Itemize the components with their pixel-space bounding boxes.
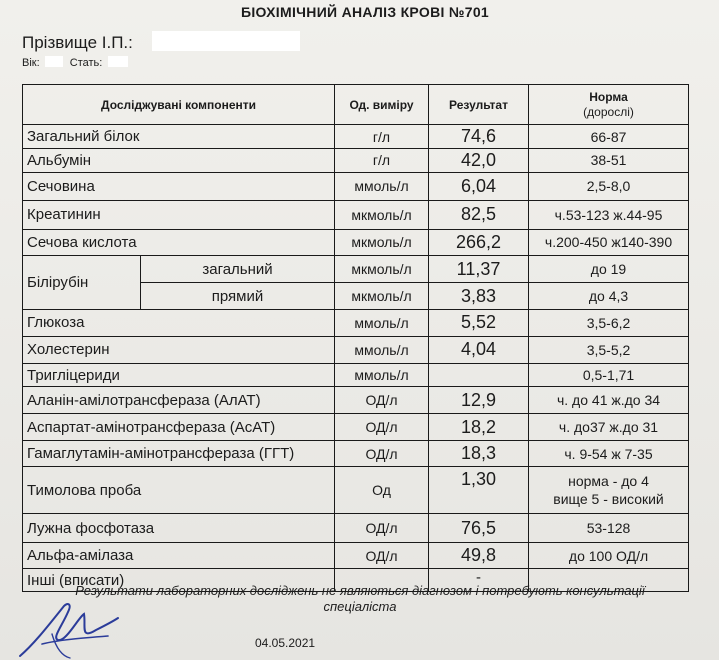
row-norm: 38-51 [529, 149, 689, 173]
row-unit: ОД/л [335, 441, 429, 467]
table-row [23, 543, 689, 569]
row-result: 49,8 [429, 543, 529, 569]
row-result: 5,52 [429, 310, 529, 337]
thymol-norm-line1: норма - до 4 [568, 473, 649, 490]
bilirubin-name: Білірубін [23, 256, 141, 310]
table-row [23, 229, 689, 256]
row-unit: ОД/л [335, 414, 429, 441]
row-name: Сечова кислота [23, 229, 335, 256]
thymol-norm [529, 466, 689, 513]
redacted-sex [108, 56, 128, 67]
row-norm: 66-87 [529, 125, 689, 149]
row-norm: ч.53-123 ж.44-95 [529, 200, 689, 229]
row-norm: до 4,3 [529, 283, 689, 310]
row-name: Тригліцериди [23, 363, 335, 387]
header-unit: Од. виміру [335, 85, 429, 125]
row-unit: ммоль/л [335, 363, 429, 387]
row-norm: ч. 9-54 ж 7-35 [529, 441, 689, 467]
row-norm: ч. до 41 ж.до 34 [529, 387, 689, 414]
row-unit: мкмоль/л [335, 283, 429, 310]
row-name: Аспартат-амінотрансфераза (АсАТ) [23, 414, 335, 441]
table-row [23, 466, 689, 513]
age-sex-line [22, 56, 128, 69]
row-unit: ммоль/л [335, 310, 429, 337]
row-result: 18,2 [429, 414, 529, 441]
signature-image [12, 596, 122, 660]
row-result: 3,83 [429, 283, 529, 310]
table-row [23, 414, 689, 441]
row-result: 11,37 [429, 256, 529, 283]
row-name: Інші (вписати) [23, 569, 335, 592]
table-row [23, 256, 689, 283]
row-norm: 2,5-8,0 [529, 172, 689, 200]
row-unit: ОД/л [335, 514, 429, 543]
row-unit: г/л [335, 125, 429, 149]
row-unit: г/л [335, 149, 429, 173]
row-unit: мкмоль/л [335, 200, 429, 229]
row-name: Альбумін [23, 149, 335, 173]
row-unit: ммоль/л [335, 172, 429, 200]
row-unit: ОД/л [335, 543, 429, 569]
table-row [23, 125, 689, 149]
table-row [23, 336, 689, 363]
thymol-norm-line2: вище 5 - високий [553, 491, 664, 508]
row-name: Гамаглутамін-амінотрансфераза (ГГТ) [23, 441, 335, 467]
header-component: Досліджувані компоненти [23, 85, 335, 125]
header-norm-line2: (дорослі) [583, 104, 634, 119]
row-result: - [429, 569, 529, 592]
row-result: 18,3 [429, 441, 529, 467]
header-norm-line1: Норма [589, 90, 628, 105]
table-row [23, 387, 689, 414]
row-name: Лужна фосфотаза [23, 514, 335, 543]
results-table [22, 84, 689, 592]
row-unit: мкмоль/л [335, 256, 429, 283]
row-name: Аланін-амілотрансфераза (АлАТ) [23, 387, 335, 414]
header-norm [529, 85, 689, 125]
row-norm: 53-128 [529, 514, 689, 543]
row-name: Альфа-амілаза [23, 543, 335, 569]
row-name: Сечовина [23, 172, 335, 200]
row-unit: мкмоль/л [335, 229, 429, 256]
row-name: Загальний білок [23, 125, 335, 149]
row-result: 74,6 [429, 125, 529, 149]
row-norm: ч. до37 ж.до 31 [529, 414, 689, 441]
row-result: 42,0 [429, 149, 529, 173]
row-norm: 0,5-1,71 [529, 363, 689, 387]
thymol-result: 1,30 [429, 466, 529, 513]
row-unit: ммоль/л [335, 336, 429, 363]
row-name: Глюкоза [23, 310, 335, 337]
table-row [23, 363, 689, 387]
row-norm: до 100 ОД/л [529, 543, 689, 569]
row-result: 4,04 [429, 336, 529, 363]
row-norm: 3,5-5,2 [529, 336, 689, 363]
redacted-age [45, 56, 63, 67]
row-result: 6,04 [429, 172, 529, 200]
row-unit: ОД/л [335, 387, 429, 414]
disclaimer [22, 583, 698, 615]
disclaimer-line1: Результати лабораторних досліджень не являються діагнозом і потребують консультації [75, 583, 645, 598]
row-result [429, 363, 529, 387]
redacted-name [152, 31, 300, 51]
row-name: Холестерин [23, 336, 335, 363]
table-row [23, 200, 689, 229]
row-result: 12,9 [429, 387, 529, 414]
table-row [23, 172, 689, 200]
age-label: Вік: [22, 57, 40, 69]
row-result: 82,5 [429, 200, 529, 229]
row-norm: 3,5-6,2 [529, 310, 689, 337]
header-result: Результат [429, 85, 529, 125]
row-result: 266,2 [429, 229, 529, 256]
sex-label: Стать: [69, 57, 103, 69]
surname-label: Прізвище І.П.: [22, 33, 133, 52]
document-title: БІОХІМІЧНИЙ АНАЛІЗ КРОВІ №701 [240, 4, 490, 20]
report-date: 04.05.2021 [255, 636, 316, 650]
row-norm: до 19 [529, 256, 689, 283]
row-result: 76,5 [429, 514, 529, 543]
table-row [23, 514, 689, 543]
disclaimer-line2: спеціаліста [323, 599, 397, 614]
thymol-unit: Од [335, 466, 429, 513]
table-row [23, 441, 689, 467]
table-row [23, 149, 689, 173]
thymol-name: Тимолова проба [23, 466, 335, 513]
row-name: Креатинин [23, 200, 335, 229]
bilirubin-sub-direct: прямий [141, 283, 335, 310]
bilirubin-sub-total: загальний [141, 256, 335, 283]
table-header-row [23, 85, 689, 125]
row-norm: ч.200-450 ж140-390 [529, 229, 689, 256]
table-row [23, 310, 689, 337]
